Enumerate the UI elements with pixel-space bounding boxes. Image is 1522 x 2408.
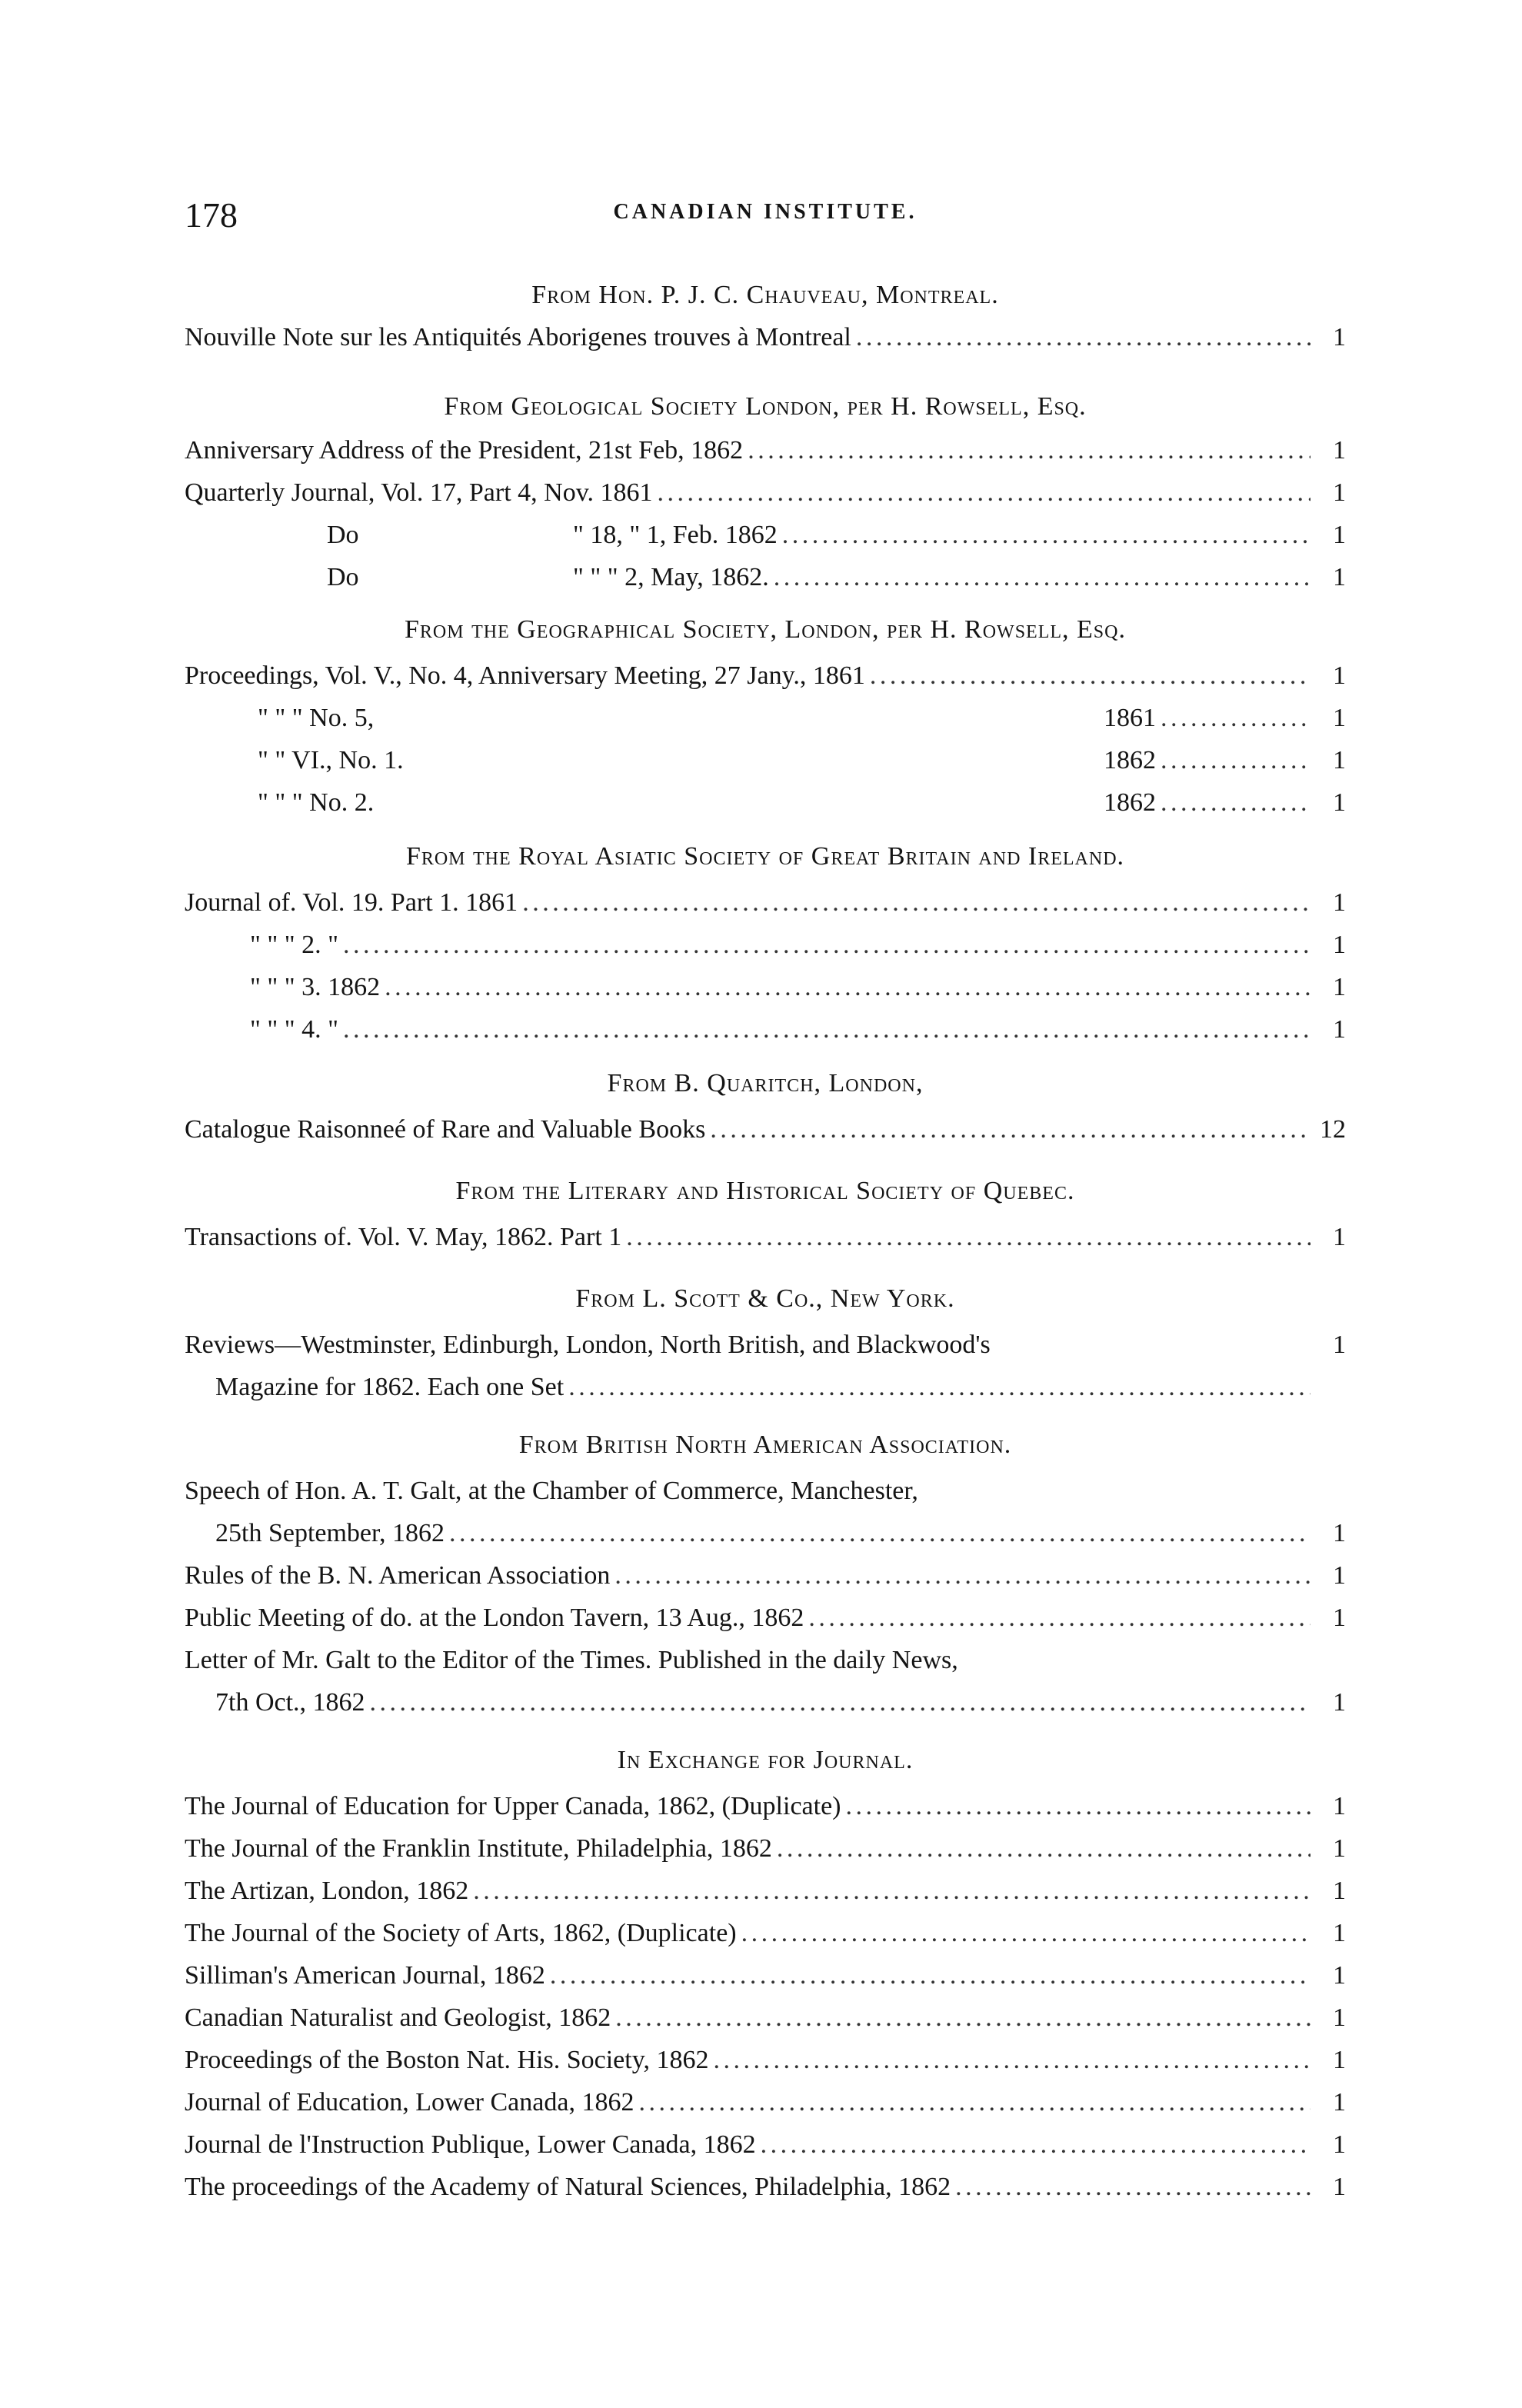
running-title: CANADIAN INSTITUTE. xyxy=(613,200,918,224)
list-item: Journal of. Vol. 19. Part 1. 1861 . . . 1 xyxy=(185,884,1346,921)
list-item: Silliman's American Journal, 1862 . . . 1 xyxy=(185,1957,1346,1994)
page-header xyxy=(185,192,1346,238)
list-item: Anniversary Address of the President, 21st Feb, 1862 . . . 1 xyxy=(185,432,1346,469)
list-item: Journal of Education, Lower Canada, 1862 . . . 1 xyxy=(185,2084,1346,2121)
list-item: The Journal of the Society of Arts, 1862, (Duplicate) . . . 1 xyxy=(185,1915,1346,1952)
section-heading: From B. Quaritch, London, xyxy=(607,1069,924,1097)
list-item: " " " 4. " . . . 1 xyxy=(185,1011,1346,1048)
list-item: The proceedings of the Academy of Natural Sciences, Philadelphia, 1862 . . . 1 xyxy=(185,2169,1346,2206)
section-heading: From the Geographical Society, London, per H. Rowsell, Esq. xyxy=(405,615,1126,644)
list-item: The Artizan, London, 1862 . . . 1 xyxy=(185,1873,1346,1910)
list-item: Letter of Mr. Galt to the Editor of the Times. Published in the daily News, xyxy=(185,1646,958,1674)
page-number: 178 xyxy=(185,195,238,235)
list-item: The Journal of Education for Upper Canada, 1862, (Duplicate) . . . 1 xyxy=(185,1788,1346,1825)
list-item: Quarterly Journal, Vol. 17, Part 4, Nov. 1861 . . . 1 xyxy=(185,475,1346,511)
list-item: Reviews—Westminster, Edinburgh, London, North British, and Blackwood's 1 xyxy=(185,1331,1346,1359)
list-item: Journal de l'Instruction Publique, Lower Canada, 1862 . . . 1 xyxy=(185,2127,1346,2163)
section-heading: From the Literary and Historical Society of Quebec. xyxy=(455,1177,1075,1205)
section-heading: From L. Scott & Co., New York. xyxy=(575,1284,955,1313)
list-item: 7th Oct., 1862 . . . 1 xyxy=(185,1684,1346,1721)
list-item: Proceedings, Vol. V., No. 4, Anniversary Meeting, 27 Jany., 1861 . . . 1 xyxy=(185,658,1346,694)
section-heading: From the Royal Asiatic Society of Great Britain and Ireland. xyxy=(405,842,1125,871)
list-item: " " " No. 2. 1862 . . . 1 xyxy=(185,784,1346,821)
list-item: Speech of Hon. A. T. Galt, at the Chamber of Commerce, Manchester, xyxy=(185,1477,918,1505)
list-item: Do " " " 2, May, 1862. . . . 1 xyxy=(185,559,1346,596)
section-heading: In Exchange for Journal. xyxy=(617,1746,914,1774)
list-item: " " VI., No. 1. 1862 . . . 1 xyxy=(185,742,1346,779)
section-heading: From Hon. P. J. C. Chauveau, Montreal. xyxy=(531,281,999,309)
list-item: " " " 2. " . . . 1 xyxy=(185,927,1346,964)
section-heading: From Geological Society London, per H. Rowsell, Esq. xyxy=(444,392,1087,421)
list-item: The Journal of the Franklin Institute, Philadelphia, 1862 . . . 1 xyxy=(185,1830,1346,1867)
list-item: " " " 3. 1862 . . . 1 xyxy=(185,969,1346,1006)
section-heading: From British North American Association. xyxy=(518,1430,1012,1459)
list-item: Catalogue Raisonneé of Rare and Valuable Books . . . 12 xyxy=(185,1111,1346,1148)
list-item: 25th September, 1862 . . . 1 xyxy=(185,1515,1346,1552)
list-item: Do " 18, " 1, Feb. 1862 . . . 1 xyxy=(185,517,1346,554)
list-item: Nouville Note sur les Antiquités Aborigenes trouves à Montreal . . . 1 xyxy=(185,319,1346,356)
list-item: Proceedings of the Boston Nat. His. Society, 1862 . . . 1 xyxy=(185,2042,1346,2079)
list-item: " " " No. 5, 1861 . . . 1 xyxy=(185,700,1346,737)
list-item: Canadian Naturalist and Geologist, 1862 . . . 1 xyxy=(185,2000,1346,2037)
list-item: Magazine for 1862. Each one Set . . . xyxy=(185,1369,1346,1406)
list-item: Rules of the B. N. American Association . . . 1 xyxy=(185,1557,1346,1594)
list-item: Transactions of. Vol. V. May, 1862. Part 1 . . . 1 xyxy=(185,1219,1346,1256)
list-item: Public Meeting of do. at the London Tavern, 13 Aug., 1862 . . . 1 xyxy=(185,1600,1346,1637)
